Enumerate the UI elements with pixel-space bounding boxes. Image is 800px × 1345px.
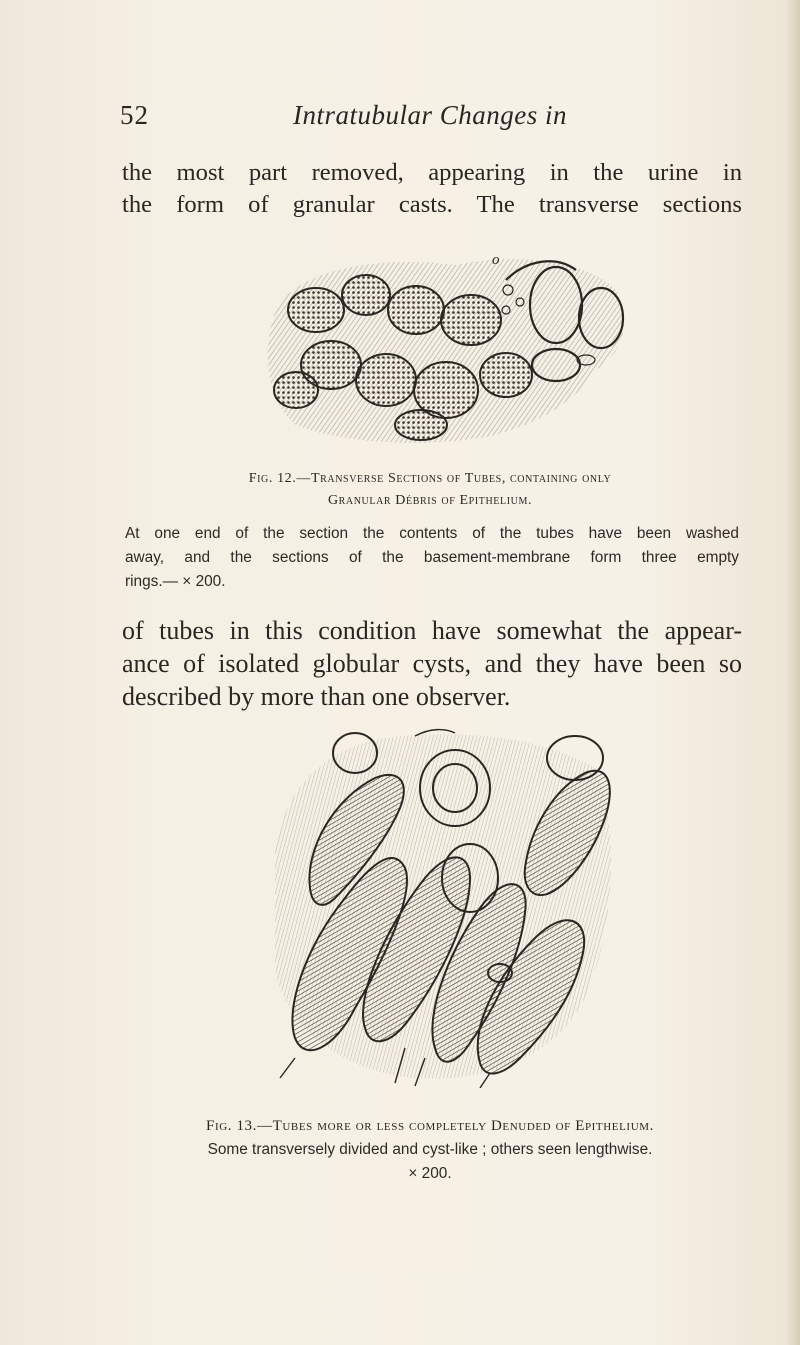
paragraph-1-line: the most part removed, appearing in the urine in xyxy=(122,159,742,186)
figure-12-illustration xyxy=(256,250,636,450)
paragraph-2 xyxy=(122,614,742,713)
figure-13-caption-line: × 200. xyxy=(408,1165,452,1182)
figure-12-caption-text xyxy=(125,522,739,594)
tube-section xyxy=(274,372,318,408)
tube-section xyxy=(395,410,447,440)
figure-12-caption-title: Fig. 12.—Transverse Sections of Tubes, containing only xyxy=(248,471,612,486)
page-heading: Intratubular Changes in xyxy=(292,100,567,130)
tube-section xyxy=(480,353,532,397)
paragraph-2-line: described by more than one observer. xyxy=(122,682,511,711)
figure-12-caption-title: Granular Débris of Epithelium. xyxy=(327,493,533,508)
paragraph-2-line: ance of isolated globular cysts, and they have been so xyxy=(122,649,742,678)
figure-12-caption-line: At one end of the section the contents of the tubes have been washed xyxy=(125,525,739,542)
page-edge-shadow xyxy=(786,0,800,1345)
figure-12-label-o: o xyxy=(492,252,500,268)
tube-section xyxy=(288,288,344,332)
figure-13-caption-title: Fig. 13.—Tubes more or less completely Denuded of Epithelium. xyxy=(206,1118,654,1134)
figure-13-caption-text xyxy=(120,1138,740,1186)
paragraph-2-line: of tubes in this condition have somewhat the appear- xyxy=(122,616,742,645)
tube-section xyxy=(356,354,416,406)
page-number: 52 xyxy=(120,100,149,130)
tube-section xyxy=(342,275,390,315)
paragraph-1-line: the form of granular casts. The transverse sections xyxy=(122,191,742,218)
figure-12-caption-line: away, and the sections of the basement-membrane form three empty xyxy=(125,549,739,566)
tube-section xyxy=(388,286,444,334)
figure-13-illustration xyxy=(265,728,620,1088)
paragraph-1 xyxy=(122,157,742,221)
running-head xyxy=(120,100,740,140)
figure-13-caption-line: Some transversely divided and cyst-like ; others seen lengthwise. xyxy=(207,1141,653,1158)
figure-12-caption-line: rings.— × 200. xyxy=(125,573,226,590)
tube-section xyxy=(441,295,501,345)
